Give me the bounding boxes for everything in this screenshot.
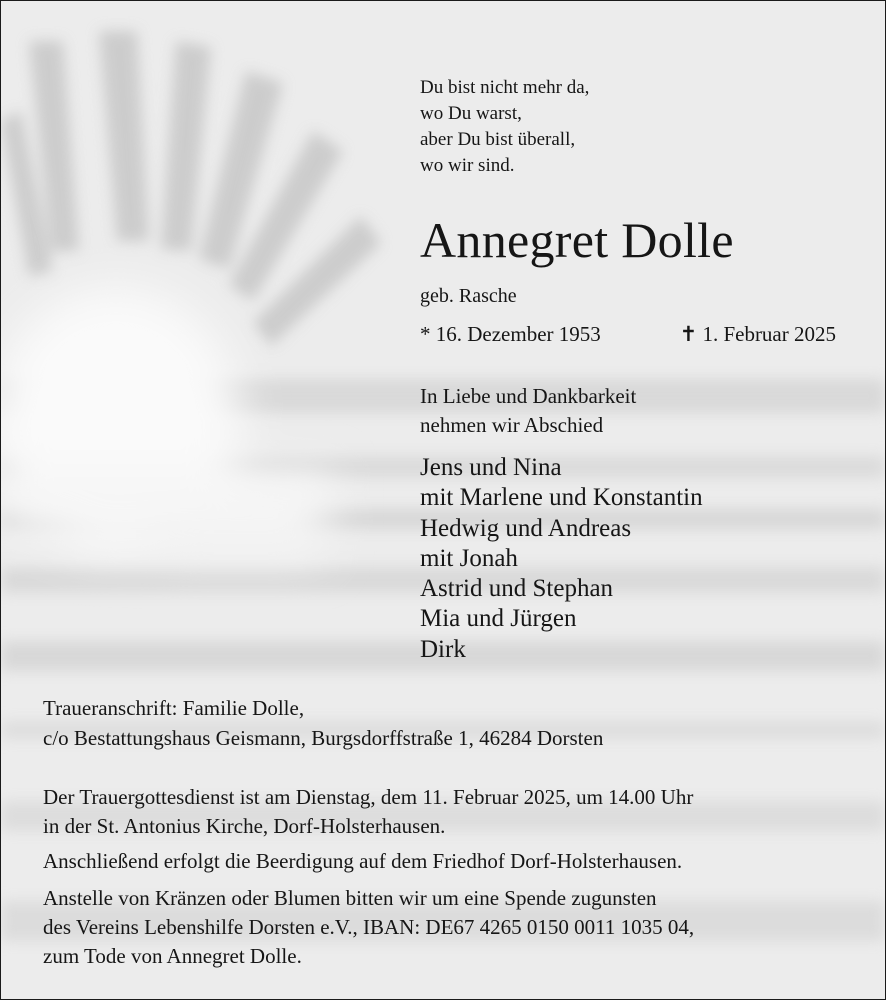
poem-line: Du bist nicht mehr da,	[420, 77, 590, 98]
birth-date: * 16. Dezember 1953	[420, 322, 601, 346]
funeral-service-info	[43, 783, 693, 841]
address-line: c/o Bestattungshaus Geismann, Burgsdorffstraße 1, 46284 Dorsten	[43, 726, 604, 750]
family-member: Dirk	[420, 635, 466, 663]
donation-request	[43, 884, 694, 971]
service-line: in der St. Antonius Kirche, Dorf-Holsterhausen.	[43, 814, 446, 838]
family-member: Jens und Nina	[420, 454, 562, 481]
poem	[420, 75, 589, 179]
poem-line: wo wir sind.	[420, 155, 515, 176]
deceased-name: Annegret Dolle	[420, 212, 734, 268]
family-member: Hedwig und Andreas	[420, 514, 632, 542]
poem-line: wo Du warst,	[420, 103, 522, 124]
birth-name: geb. Rasche	[420, 285, 517, 307]
family-member: Mia und Jürgen	[420, 605, 577, 633]
farewell-text	[420, 382, 636, 440]
family-member: mit Jonah	[420, 544, 518, 572]
family-list	[420, 453, 703, 665]
life-dates	[420, 319, 836, 349]
donation-line: zum Tode von Annegret Dolle.	[43, 944, 302, 968]
burial-info: Anschließend erfolgt die Beerdigung auf dem Friedhof Dorf-Holsterhausen.	[43, 849, 683, 873]
donation-line: des Vereins Lebenshilfe Dorsten e.V., IBAN: DE67 4265 0150 0011 1035 04,	[43, 915, 695, 939]
family-member: mit Marlene und Konstantin	[420, 484, 703, 512]
address-line: Traueranschrift: Familie Dolle,	[43, 696, 305, 720]
family-member: Astrid und Stephan	[420, 575, 614, 603]
death-date: ✝ 1. Februar 2025	[679, 322, 836, 346]
farewell-line: nehmen wir Abschied	[420, 413, 604, 437]
donation-line: Anstelle von Kränzen oder Blumen bitten wir um eine Spende zugunsten	[43, 886, 657, 910]
mourning-address	[43, 693, 603, 753]
poem-line: aber Du bist überall,	[420, 129, 576, 150]
farewell-line: In Liebe und Dankbarkeit	[420, 384, 637, 408]
service-line: Der Trauergottesdienst ist am Dienstag, dem 11. Februar 2025, um 14.00 Uhr	[43, 785, 694, 809]
